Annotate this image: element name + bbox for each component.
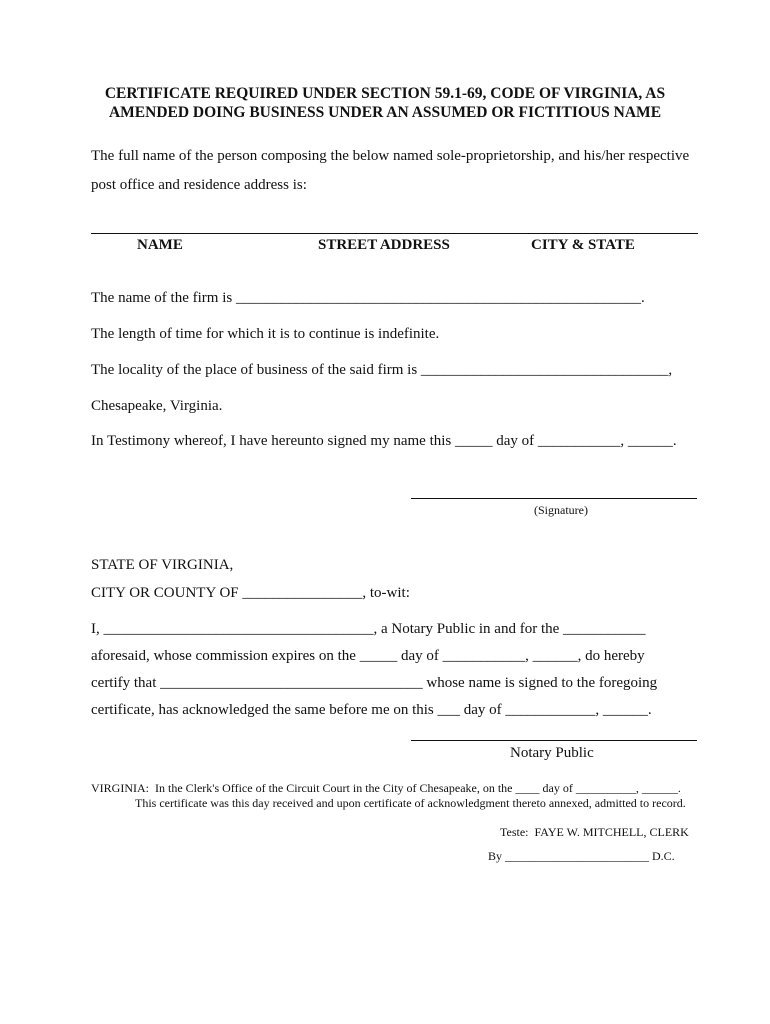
notary-line-2[interactable]: aforesaid, whose commission expires on the _____ day of ___________, ______, do hereby [91, 648, 645, 664]
state-heading: STATE OF VIRGINIA, [91, 557, 234, 573]
clerk-record-line-2: This certificate was this day received and upon certificate of acknowledgment thereto annexed, admitted to record. [135, 796, 686, 810]
clerk-record-line-1[interactable]: VIRGINIA: In the Clerk's Office of the Circuit Court in the City of Chesapeake, on the ____ day of __________, ______. [91, 781, 681, 795]
county-field[interactable]: CITY OR COUNTY OF ________________, to-wit: [91, 585, 410, 601]
column-header-name: NAME [137, 237, 183, 253]
firm-name-field[interactable]: The name of the firm is ______________________________________________________. [91, 290, 645, 306]
notary-public-label: Notary Public [510, 745, 594, 761]
teste-clerk: Teste: FAYE W. MITCHELL, CLERK [500, 825, 689, 839]
city-statement: Chesapeake, Virginia. [91, 398, 223, 414]
header-rule [91, 233, 698, 234]
deputy-clerk-field[interactable]: By ________________________ D.C. [488, 849, 675, 863]
notary-line-3[interactable]: certify that ___________________________________ whose name is signed to the foregoing [91, 675, 658, 691]
notary-line-1[interactable]: I, ____________________________________, a Notary Public in and for the ___________ [91, 621, 646, 637]
document-title-line-1: CERTIFICATE REQUIRED UNDER SECTION 59.1-69, CODE OF VIRGINIA, AS [104, 85, 666, 102]
notary-signature-line[interactable] [411, 740, 697, 741]
testimony-field[interactable]: In Testimony whereof, I have hereunto signed my name this _____ day of ___________, ______. [91, 433, 677, 449]
signature-line[interactable] [411, 498, 697, 499]
locality-field[interactable]: The locality of the place of business of the said firm is _________________________________, [91, 362, 673, 378]
column-header-street-address: STREET ADDRESS [318, 237, 450, 253]
intro-line-1: The full name of the person composing the below named sole-proprietorship, and his/her respective [91, 148, 690, 164]
notary-line-4[interactable]: certificate, has acknowledged the same before me on this ___ day of ____________, ______. [91, 702, 652, 718]
signature-label: (Signature) [534, 503, 588, 517]
duration-statement: The length of time for which it is to continue is indefinite. [91, 326, 440, 342]
intro-line-2: post office and residence address is: [91, 177, 307, 193]
document-title-line-2: AMENDED DOING BUSINESS UNDER AN ASSUMED OR FICTITIOUS NAME [108, 104, 662, 121]
column-header-city-state: CITY & STATE [531, 237, 635, 253]
